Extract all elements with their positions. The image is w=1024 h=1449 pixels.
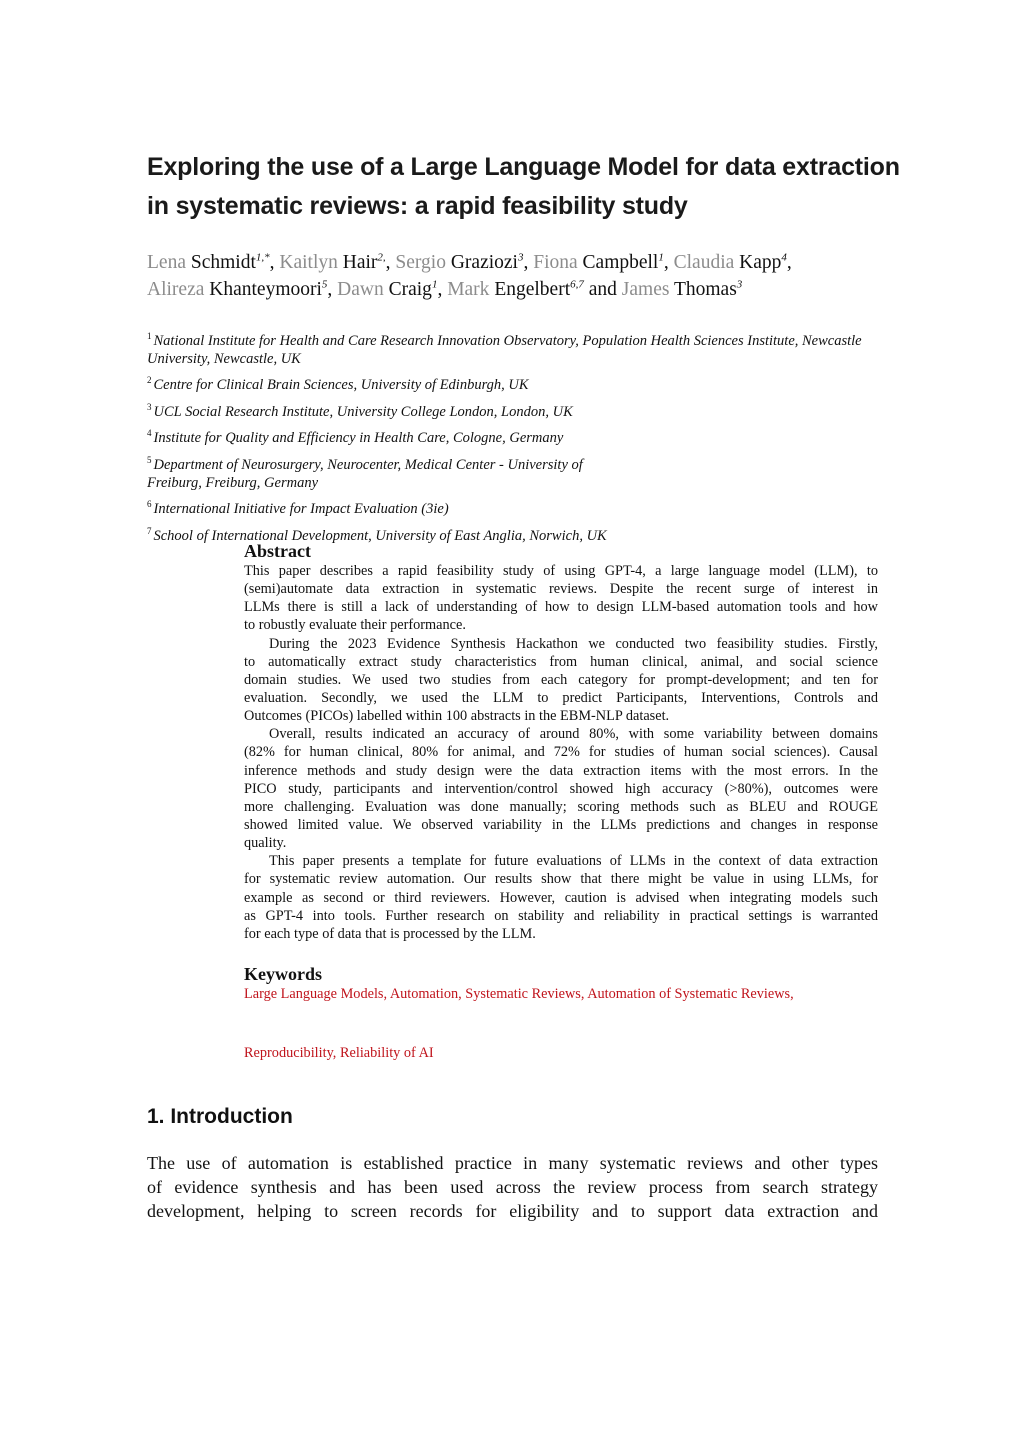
abstract-section [244,540,878,943]
author-separator: and [583,279,622,300]
author-surname: Campbell [582,252,659,273]
author-separator: , [786,252,792,273]
author [533,252,673,273]
author [447,279,622,300]
author-surname: Kapp [739,252,782,273]
author-surname: Hair [342,252,378,273]
author-affiliation-marker: 1 [658,251,664,264]
keywords-heading: Keywords [244,964,322,984]
abstract-paragraph [244,635,878,726]
author-affiliation-marker: 3 [517,251,524,264]
author-affiliation-marker: 1,* [255,251,270,264]
author-affiliation-marker: 4 [781,251,787,264]
affiliation [147,327,887,368]
affiliation-text: National Institute for Health and Care Research Innovation Observatory, Population Health Sciences Institute, Newcastle University, Newcastle, UK [147,332,862,367]
affiliation [147,398,887,421]
author [279,252,395,273]
affiliation-number: 7 [147,525,152,536]
author-given-name: Alireza [147,279,205,300]
affiliation-number: 6 [147,499,152,510]
introduction-line: of evidence synthesis and has been used across the review process from search strategy [147,1177,878,1197]
author [622,279,743,300]
abstract-line: domain studies. We used two studies from each category for prompt-development; and ten for [244,671,878,688]
abstract-line: to automatically extract study characteristics from human clinical, animal, and social science [244,653,878,670]
abstract-line: to robustly evaluate their performance. [244,617,466,634]
affiliation-number: 4 [147,428,152,439]
author [395,252,533,273]
abstract-line: more challenging. Evaluation was done manually; scoring methods such as BLEU and ROUGE [244,798,878,815]
abstract-line: (82% for human clinical, 80% for animal, and 72% for studies of human social sciences). Causal [244,744,878,761]
author-separator: , [437,279,448,300]
author [147,252,279,273]
abstract-line: (semi)automate data extraction in systematic reviews. Despite the recent surge of interest in [244,581,878,598]
author-separator: , [663,252,674,273]
affiliation-list [147,327,887,548]
author-surname: Schmidt [190,252,256,273]
author-surname: Graziozi [450,252,518,273]
abstract-line: as GPT-4 into tools. Further research on stability and reliability in practical settings is warranted [244,907,878,924]
author-surname: Craig [388,279,432,300]
author-given-name: Mark [447,279,490,300]
abstract-line: This paper presents a template for future evaluations of LLMs in the context of data extraction [269,853,878,870]
introduction-line: development, helping to screen records for eligibility and to support data extraction and [147,1201,878,1221]
author [337,279,447,300]
author-affiliation-marker: 5 [321,278,328,291]
abstract-paragraph [244,562,878,635]
author-given-name: Fiona [533,252,578,273]
abstract-line: example as second or third reviewers. However, caution is advised when integrating models such [244,889,878,906]
author-surname: Thomas [673,279,737,300]
keywords-section [244,963,884,1062]
abstract-paragraph [244,725,878,852]
abstract-line: evaluation. Secondly, we used the LLM to predict Participants, Interventions, Controls and [244,689,878,706]
author-given-name: Claudia [673,252,735,273]
abstract-line: Outcomes (PICOs) labelled within 100 abstracts in the EBM-NLP dataset. [244,708,670,725]
author [674,252,792,273]
introduction-line: The use of automation is established practice in many systematic reviews and other types [147,1153,878,1173]
introduction-heading: 1. Introduction [147,1105,293,1128]
keywords-line: Reproducibility, Reliability of AI [244,1045,434,1061]
affiliation [147,424,887,447]
affiliation [147,451,627,492]
abstract-line: This paper describes a rapid feasibility study of using GPT-4, a large language model (LLM), to [244,563,878,579]
author-surname: Khanteymoori [209,279,322,300]
author-affiliation-marker: 2, [377,251,386,264]
affiliation-text: UCL Social Research Institute, University College London, London, UK [153,403,573,420]
abstract-line: for each type of data that is processed by the LLM. [244,925,536,942]
abstract-paragraph [244,852,878,943]
affiliation-number: 2 [147,375,152,386]
abstract-line: showed limited value. We observed variability in the LLMs predictions and changes in response [244,816,878,833]
abstract-line: LLMs there is still a lack of understanding of how to design LLM-based automation tools and how [244,599,878,616]
affiliation-text: School of International Development, University of East Anglia, Norwich, UK [153,527,607,544]
author-separator: , [523,252,534,273]
author-separator: , [327,279,338,300]
author-given-name: Dawn [337,279,384,300]
abstract-line: During the 2023 Evidence Synthesis Hackathon we conducted two feasibility studies. Firstly, [269,635,878,652]
abstract-line: quality. [244,835,287,852]
abstract-line: for systematic review automation. Our results show that there might be value in using LLMs, for [244,871,878,888]
abstract-line: Overall, results indicated an accuracy of around 80%, with some variability between domains [269,726,878,743]
abstract-body [244,562,878,943]
keywords-line: Large Language Models, Automation, Systematic Reviews, Automation of Systematic Reviews, [244,986,794,1002]
author-given-name: Sergio [395,252,446,273]
author-list [147,249,887,303]
affiliation-text: Centre for Clinical Brain Sciences, University of Edinburgh, UK [153,377,529,394]
author-surname: Engelbert [494,279,571,300]
abstract-line: inference methods and study design were the data extraction items with the most errors. In the [244,762,878,779]
affiliation [147,371,887,394]
affiliation-number: 5 [147,454,152,465]
affiliation-text: Department of Neurosurgery, Neurocenter, Medical Center - University of Freiburg, Freiburg, Germany [147,456,583,491]
abstract-line: PICO study, participants and intervention/control showed high accuracy (>80%), outcomes were [244,780,878,797]
author-affiliation-marker: 6,7 [570,278,584,291]
author-separator: , [269,252,280,273]
author-given-name: James [621,279,670,300]
affiliation-text: International Initiative for Impact Evaluation (3ie) [153,500,449,517]
author [147,279,337,300]
abstract-heading: Abstract [244,541,311,561]
paper-title: Exploring the use of a Large Language Model for data extraction in systematic reviews: a rapid feasibility study [147,153,900,220]
affiliation-text: Institute for Quality and Efficiency in Health Care, Cologne, Germany [153,430,564,447]
author-affiliation-marker: 3 [736,278,743,291]
author-affiliation-marker: 1 [431,278,438,291]
author-given-name: Kaitlyn [279,252,338,273]
affiliation-number: 3 [147,401,152,412]
author-separator: , [385,252,396,273]
affiliation-number: 1 [147,331,152,341]
author-given-name: Lena [147,252,186,273]
affiliation [147,495,887,518]
introduction-body [147,1151,878,1223]
